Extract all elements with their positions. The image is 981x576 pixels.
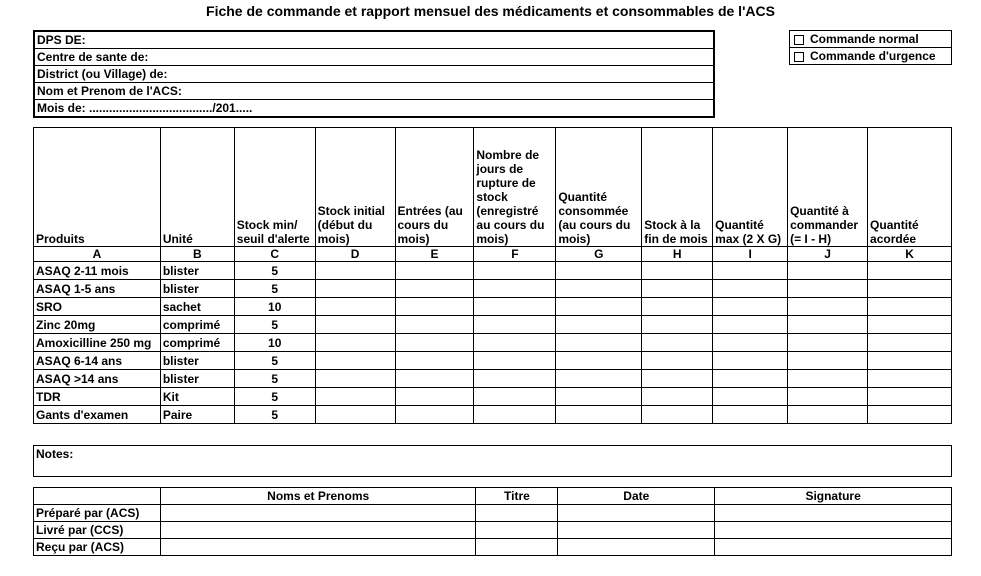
sig-cell[interactable] [476, 539, 558, 556]
product-unit: Paire [160, 406, 234, 424]
sig-cell[interactable] [558, 505, 715, 522]
sig-cell[interactable] [160, 505, 476, 522]
entry-cell[interactable] [556, 370, 642, 388]
product-name: SRO [34, 298, 161, 316]
product-min-stock: 5 [234, 370, 315, 388]
col-letter: I [713, 247, 788, 262]
entry-cell[interactable] [556, 352, 642, 370]
product-min-stock: 5 [234, 352, 315, 370]
entry-cell[interactable] [474, 388, 556, 406]
sig-role: Préparé par (ACS) [34, 505, 161, 522]
entry-cell[interactable] [868, 316, 952, 334]
entry-cell[interactable] [395, 388, 474, 406]
info-month[interactable]: Mois de: ...................................../201..... [34, 100, 714, 118]
entry-cell[interactable] [315, 406, 395, 424]
order-urgent-option[interactable] [790, 48, 952, 65]
entry-cell[interactable] [315, 370, 395, 388]
col-header: Stock à la fin de mois [642, 128, 713, 247]
entry-cell[interactable] [642, 406, 713, 424]
entry-cell[interactable] [315, 316, 395, 334]
entry-cell[interactable] [868, 280, 952, 298]
stock-table [33, 127, 952, 424]
info-table [33, 30, 715, 118]
entry-cell[interactable] [713, 334, 788, 352]
col-letter: A [34, 247, 161, 262]
entry-cell[interactable] [642, 316, 713, 334]
sig-cell[interactable] [715, 539, 952, 556]
entry-cell[interactable] [315, 334, 395, 352]
signature-header [34, 488, 952, 505]
sig-cell[interactable] [715, 505, 952, 522]
entry-cell[interactable] [315, 388, 395, 406]
col-letter: J [788, 247, 868, 262]
entry-cell[interactable] [788, 388, 868, 406]
entry-cell[interactable] [395, 316, 474, 334]
product-row [34, 352, 952, 370]
entry-cell[interactable] [474, 406, 556, 424]
entry-cell[interactable] [642, 280, 713, 298]
sig-header: Noms et Prenoms [160, 488, 476, 505]
column-letters [34, 247, 952, 262]
col-header: Unité [160, 128, 234, 247]
entry-cell[interactable] [556, 334, 642, 352]
product-row [34, 388, 952, 406]
entry-cell[interactable] [474, 370, 556, 388]
info-health-center[interactable]: Centre de sante de: [34, 49, 714, 66]
entry-cell[interactable] [868, 370, 952, 388]
order-normal-label: Commande normal [810, 32, 919, 46]
entry-cell[interactable] [788, 316, 868, 334]
entry-cell[interactable] [395, 280, 474, 298]
col-header: Quantité max (2 X G) [713, 128, 788, 247]
product-min-stock: 10 [234, 298, 315, 316]
entry-cell[interactable] [474, 352, 556, 370]
sig-header: Signature [715, 488, 952, 505]
col-header: Produits [34, 128, 161, 247]
entry-cell[interactable] [868, 334, 952, 352]
product-min-stock: 5 [234, 262, 315, 280]
entry-cell[interactable] [474, 298, 556, 316]
col-header: Stock min/ seuil d'alerte [234, 128, 315, 247]
col-letter: B [160, 247, 234, 262]
product-row [34, 280, 952, 298]
entry-cell[interactable] [788, 406, 868, 424]
product-name: Gants d'examen [34, 406, 161, 424]
entry-cell[interactable] [713, 298, 788, 316]
checkbox-icon[interactable] [794, 35, 804, 45]
entry-cell[interactable] [788, 298, 868, 316]
entry-cell[interactable] [556, 388, 642, 406]
product-name: ASAQ 2-11 mois [34, 262, 161, 280]
entry-cell[interactable] [788, 280, 868, 298]
sig-role: Reçu par (ACS) [34, 539, 161, 556]
entry-cell[interactable] [713, 262, 788, 280]
col-header: Quantité acordée [868, 128, 952, 247]
order-type-table [789, 30, 952, 65]
product-unit: Kit [160, 388, 234, 406]
product-min-stock: 5 [234, 316, 315, 334]
entry-cell[interactable] [395, 406, 474, 424]
product-min-stock: 5 [234, 406, 315, 424]
entry-cell[interactable] [788, 370, 868, 388]
entry-cell[interactable] [474, 316, 556, 334]
entry-cell[interactable] [474, 334, 556, 352]
product-min-stock: 10 [234, 334, 315, 352]
entry-cell[interactable] [395, 352, 474, 370]
entry-cell[interactable] [713, 316, 788, 334]
col-letter: G [556, 247, 642, 262]
entry-cell[interactable] [556, 262, 642, 280]
sig-cell[interactable] [558, 522, 715, 539]
sig-cell[interactable] [715, 522, 952, 539]
entry-cell[interactable] [642, 298, 713, 316]
entry-cell[interactable] [788, 262, 868, 280]
entry-cell[interactable] [642, 262, 713, 280]
product-unit: blister [160, 352, 234, 370]
entry-cell[interactable] [788, 352, 868, 370]
entry-cell[interactable] [556, 280, 642, 298]
entry-cell[interactable] [556, 298, 642, 316]
signature-table [33, 487, 952, 556]
sig-role: Livré par (CCS) [34, 522, 161, 539]
info-district[interactable]: District (ou Village) de: [34, 66, 714, 83]
entry-cell[interactable] [474, 262, 556, 280]
entry-cell[interactable] [868, 388, 952, 406]
col-header: Quantité à commander (= I - H) [788, 128, 868, 247]
entry-cell[interactable] [642, 334, 713, 352]
entry-cell[interactable] [713, 370, 788, 388]
entry-cell[interactable] [556, 316, 642, 334]
product-row [34, 298, 952, 316]
entry-cell[interactable] [642, 352, 713, 370]
entry-cell[interactable] [315, 262, 395, 280]
product-name: Amoxicilline 250 mg [34, 334, 161, 352]
entry-cell[interactable] [868, 298, 952, 316]
col-letter: H [642, 247, 713, 262]
form-title: Fiche de commande et rapport mensuel des médicaments et consommables de l'ACS [206, 3, 775, 19]
sig-header [34, 488, 161, 505]
sig-cell[interactable] [476, 505, 558, 522]
col-header: Stock initial (début du mois) [315, 128, 395, 247]
entry-cell[interactable] [868, 406, 952, 424]
product-row [34, 334, 952, 352]
order-urgent-label: Commande d'urgence [810, 49, 936, 63]
entry-cell[interactable] [868, 352, 952, 370]
entry-cell[interactable] [315, 280, 395, 298]
product-unit: blister [160, 280, 234, 298]
col-header: Quantité consommée (au cours du mois) [556, 128, 642, 247]
product-unit: comprimé [160, 334, 234, 352]
col-header: Entrées (au cours du mois) [395, 128, 474, 247]
info-dps[interactable]: DPS DE: [34, 31, 714, 49]
entry-cell[interactable] [395, 298, 474, 316]
entry-cell[interactable] [713, 388, 788, 406]
col-letter: C [234, 247, 315, 262]
checkbox-icon[interactable] [794, 52, 804, 62]
entry-cell[interactable] [868, 262, 952, 280]
entry-cell[interactable] [713, 352, 788, 370]
entry-cell[interactable] [395, 334, 474, 352]
col-header: Nombre de jours de rupture de stock (enregistré au cours du mois) [474, 128, 556, 247]
col-letter: F [474, 247, 556, 262]
product-name: Zinc 20mg [34, 316, 161, 334]
product-row [34, 262, 952, 280]
stock-table-header [34, 128, 952, 247]
sig-cell[interactable] [160, 539, 476, 556]
product-min-stock: 5 [234, 280, 315, 298]
signature-row [34, 505, 952, 522]
entry-cell[interactable] [395, 370, 474, 388]
col-letter: E [395, 247, 474, 262]
product-name: ASAQ 6-14 ans [34, 352, 161, 370]
entry-cell[interactable] [395, 262, 474, 280]
product-name: TDR [34, 388, 161, 406]
sig-cell[interactable] [476, 522, 558, 539]
signature-row [34, 539, 952, 556]
entry-cell[interactable] [315, 352, 395, 370]
signature-row [34, 522, 952, 539]
sig-cell[interactable] [558, 539, 715, 556]
product-unit: blister [160, 370, 234, 388]
entry-cell[interactable] [788, 334, 868, 352]
entry-cell[interactable] [474, 280, 556, 298]
product-row [34, 316, 952, 334]
product-min-stock: 5 [234, 388, 315, 406]
entry-cell[interactable] [642, 370, 713, 388]
product-row [34, 370, 952, 388]
col-letter: K [868, 247, 952, 262]
product-name: ASAQ >14 ans [34, 370, 161, 388]
product-name: ASAQ 1-5 ans [34, 280, 161, 298]
entry-cell[interactable] [315, 298, 395, 316]
sig-header: Titre [476, 488, 558, 505]
entry-cell[interactable] [556, 406, 642, 424]
sig-header: Date [558, 488, 715, 505]
product-row [34, 406, 952, 424]
entry-cell[interactable] [713, 280, 788, 298]
product-unit: sachet [160, 298, 234, 316]
col-letter: D [315, 247, 395, 262]
notes-box[interactable] [33, 445, 952, 477]
info-acs-name[interactable]: Nom et Prenom de l'ACS: [34, 83, 714, 100]
entry-cell[interactable] [713, 406, 788, 424]
notes-label: Notes: [36, 447, 74, 461]
sig-cell[interactable] [160, 522, 476, 539]
product-unit: blister [160, 262, 234, 280]
product-unit: comprimé [160, 316, 234, 334]
entry-cell[interactable] [642, 388, 713, 406]
order-normal-option[interactable] [790, 31, 952, 48]
